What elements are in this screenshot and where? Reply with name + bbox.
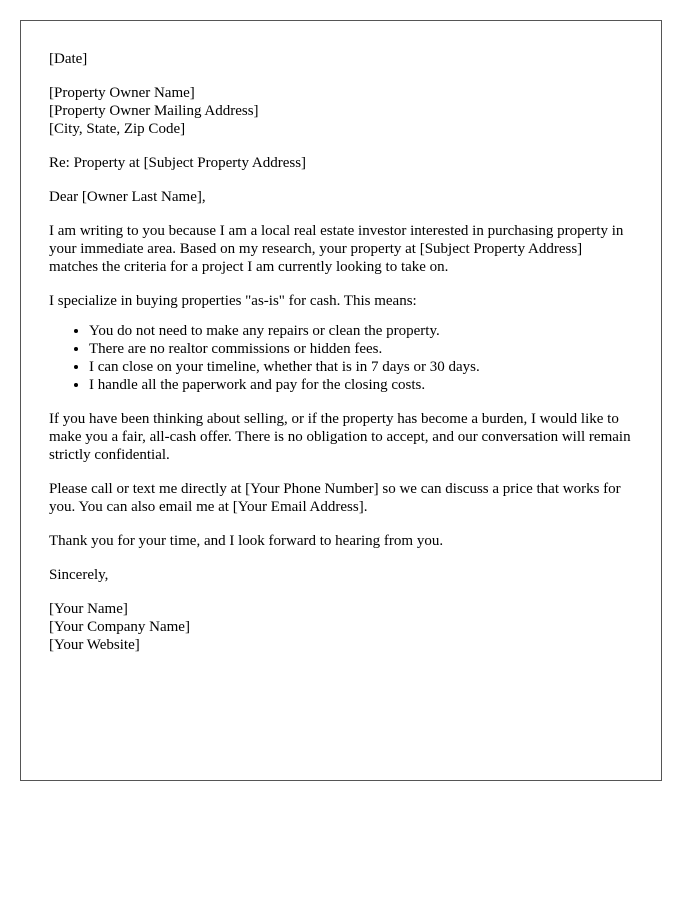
benefits-list [49, 322, 633, 394]
closing: Sincerely, [49, 567, 109, 583]
signature-block [49, 600, 633, 654]
salutation: Dear [Owner Last Name], [49, 189, 206, 205]
recipient-city-state-zip: [City, State, Zip Code] [49, 121, 186, 137]
signature-name: [Your Name] [49, 601, 128, 617]
recipient-address-block [49, 84, 633, 138]
recipient-name: [Property Owner Name] [49, 85, 195, 101]
list-item: • I can close on your timeline, whether that is in 7 days or 30 days. [89, 358, 633, 376]
intro-paragraph: I am writing to you because I am a local real estate investor interested in purchasing property in your immediate area. Based on my research, your property at [Subject Property Address] matches the criteria for a project I am currently looking to take on. [49, 223, 624, 275]
signature-company: [Your Company Name] [49, 619, 190, 635]
subject-line: Re: Property at [Subject Property Address] [49, 155, 307, 171]
signature-website: [Your Website] [49, 637, 140, 653]
recipient-mailing-address: [Property Owner Mailing Address] [49, 103, 259, 119]
list-item: • There are no realtor commissions or hidden fees. [89, 340, 633, 358]
specialize-paragraph: I specialize in buying properties "as-is" for cash. This means: [49, 293, 417, 309]
list-item: • I handle all the paperwork and pay for the closing costs. [89, 376, 633, 394]
letter-date: [Date] [49, 51, 88, 67]
letter-page [20, 20, 662, 781]
contact-paragraph: Please call or text me directly at [Your Phone Number] so we can discuss a price that works for you. You can also email me at [Your Email Address]. [49, 481, 621, 515]
thanks-paragraph: Thank you for your time, and I look forward to hearing from you. [49, 533, 444, 549]
list-item: • You do not need to make any repairs or clean the property. [89, 322, 633, 340]
offer-paragraph: If you have been thinking about selling, or if the property has become a burden, I would like to make you a fair, all-cash offer. There is no obligation to accept, and our conversation will remain strictly confidential. [49, 411, 631, 463]
